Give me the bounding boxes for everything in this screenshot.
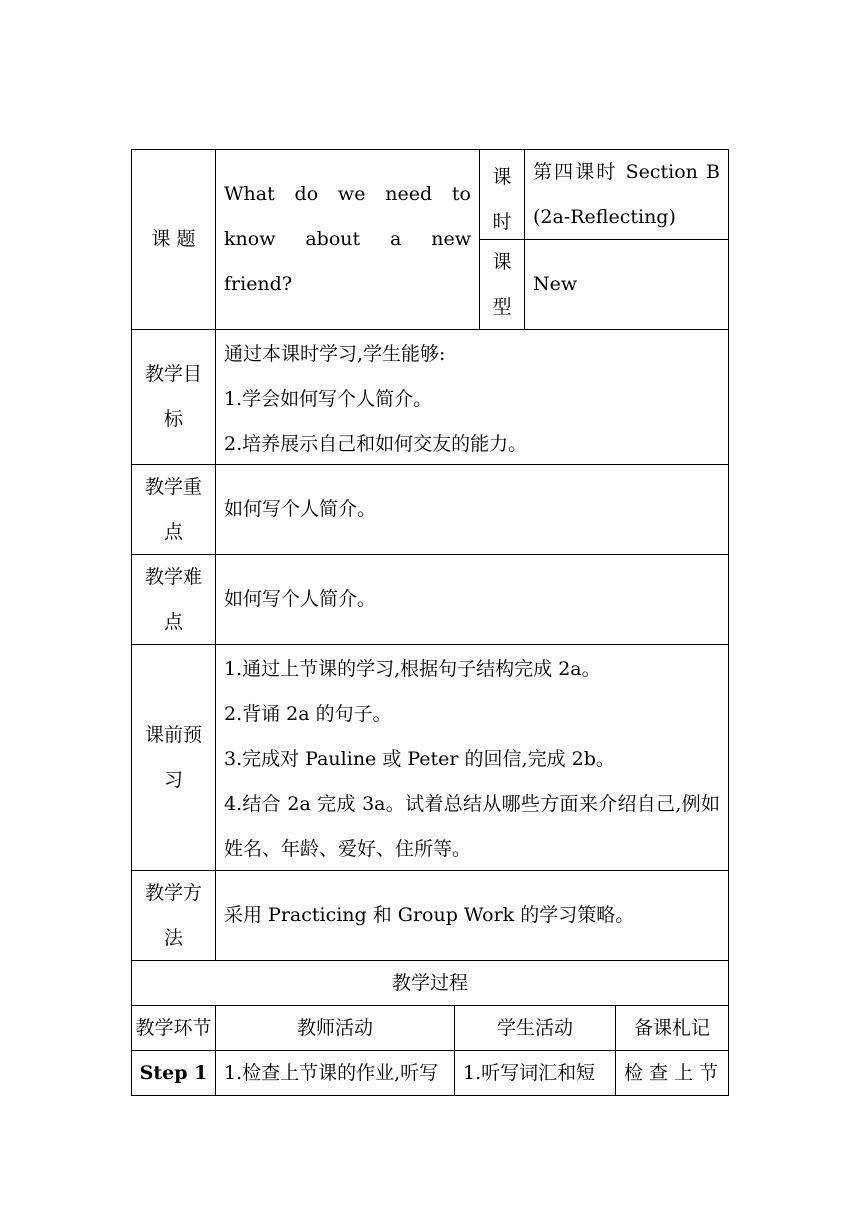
objectives-cell <box>215 329 729 465</box>
methods-label-cell <box>131 870 216 961</box>
period-label-cell <box>479 149 525 240</box>
type-label-cell <box>479 239 525 330</box>
objectives-label-cell <box>131 329 216 465</box>
notes-text: 检 查 上 节 <box>624 1062 719 1084</box>
objectives-line: 1.学会如何写个人简介。 <box>224 388 433 410</box>
preview-line: 3.完成对 Pauline 或 Peter 的回信,完成 2b。 <box>224 748 615 770</box>
key-points-label: 教学重点 <box>144 475 202 543</box>
methods-cell <box>215 870 729 961</box>
difficulties-cell <box>215 554 729 645</box>
preview-line: 2.背诵 2a 的句子。 <box>224 703 392 725</box>
key-points-text: 如何写个人简介。 <box>224 498 377 520</box>
header-notes-label: 备课札记 <box>633 1017 710 1039</box>
methods-label: 教学方法 <box>144 881 202 949</box>
header-student-label: 学生活动 <box>496 1017 573 1039</box>
header-step-label: 教学环节 <box>135 1017 212 1039</box>
key-points-label-cell <box>131 464 216 555</box>
header-notes <box>615 1005 729 1051</box>
process-title-cell <box>131 960 729 1006</box>
objectives-line: 通过本课时学习,学生能够: <box>224 343 446 365</box>
header-student <box>454 1005 616 1051</box>
table-row-notes <box>615 1050 729 1096</box>
topic-label-cell <box>131 149 216 330</box>
table-row-student <box>454 1050 616 1096</box>
teacher-activity: 1.检查上节课的作业,听写 <box>224 1062 439 1084</box>
table-row-teacher <box>215 1050 455 1096</box>
type-value-cell <box>524 239 729 330</box>
preview-cell <box>215 644 729 871</box>
step-label: Step 1 <box>139 1062 208 1084</box>
methods-text: 采用 Practicing 和 Group Work 的学习策略。 <box>224 904 635 926</box>
header-teacher <box>215 1005 455 1051</box>
header-step <box>131 1005 216 1051</box>
type-label: 课型 <box>492 251 512 318</box>
preview-line: 1.通过上节课的学习,根据句子结构完成 2a。 <box>224 658 601 680</box>
period-value-cell <box>524 149 729 240</box>
topic-title: What do we need to know about a new friend? <box>224 183 471 295</box>
period-label: 课时 <box>492 166 512 233</box>
topic-title-cell <box>215 149 480 330</box>
period-value: 第四课时 Section B (2a-Reflecting) <box>533 161 720 228</box>
key-points-cell <box>215 464 729 555</box>
objectives-line: 2.培养展示自己和如何交友的能力。 <box>224 433 528 455</box>
process-title: 教学过程 <box>391 972 468 994</box>
topic-label: 课 题 <box>151 228 196 250</box>
preview-label: 课前预习 <box>144 723 202 791</box>
objectives-label: 教学目标 <box>144 363 202 430</box>
type-value: New <box>533 273 578 295</box>
difficulties-text: 如何写个人简介。 <box>224 588 377 610</box>
student-activity: 1.听写词汇和短 <box>463 1062 596 1084</box>
difficulties-label: 教学难点 <box>144 565 202 633</box>
header-teacher-label: 教师活动 <box>296 1017 373 1039</box>
table-row-step <box>131 1050 216 1096</box>
preview-label-cell <box>131 644 216 871</box>
difficulties-label-cell <box>131 554 216 645</box>
preview-line: 4.结合 2a 完成 3a。试着总结从哪些方面来介绍自己,例如姓名、年龄、爱好、住所等。 <box>224 793 720 860</box>
